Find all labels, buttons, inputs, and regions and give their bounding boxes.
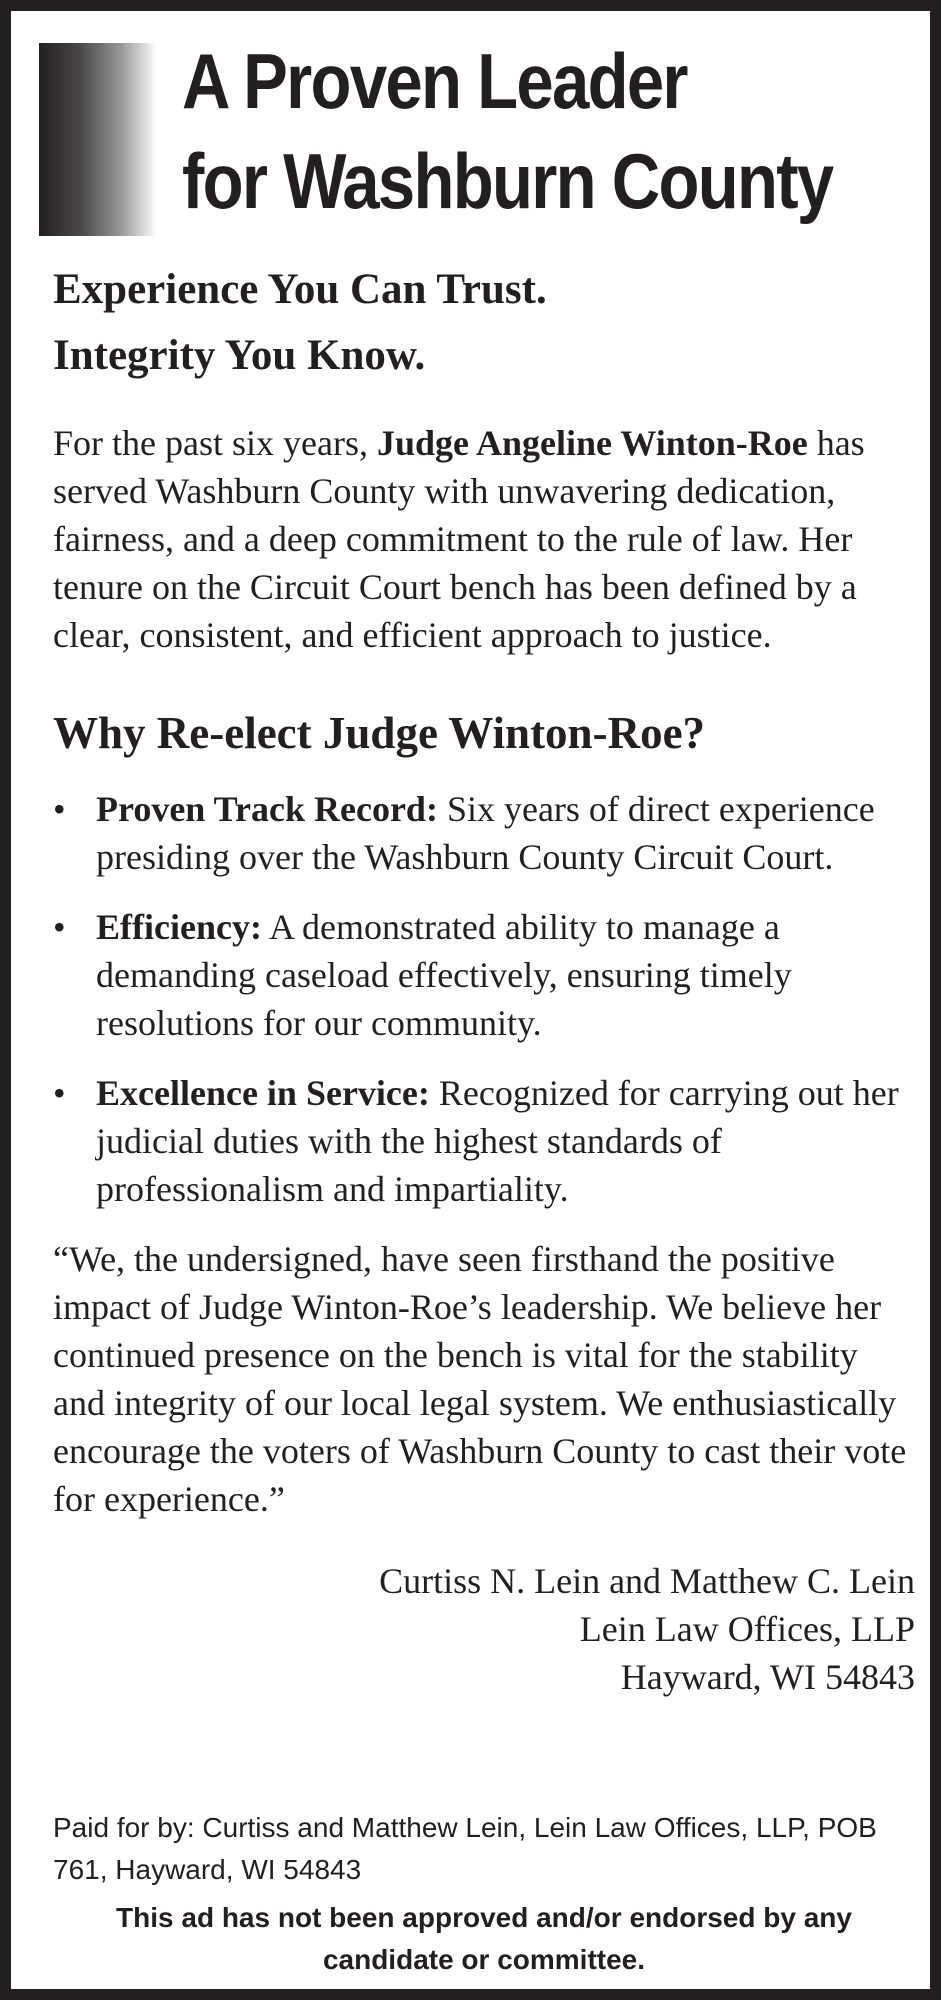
ad-header bbox=[29, 31, 909, 241]
reason-text: Six years of direct experience presiding over the Washburn County Circuit Court. bbox=[96, 789, 875, 877]
endorsement-quote: “We, the undersigned, have seen firsthand the positive impact of Judge Winton-Roe’s leadership. We believe her continued presence on the bench is vital for the stability and integrity of our local legal system. We enthusiastically encourage the voters of Washburn County to cast their vote for experience.” bbox=[53, 1239, 907, 1519]
list-item bbox=[53, 1069, 915, 1213]
candidate-name: Judge Angeline Winton-Roe bbox=[376, 423, 808, 463]
bullet-icon: • bbox=[53, 1073, 66, 1113]
headline bbox=[182, 31, 832, 231]
reason-label: Proven Track Record: bbox=[96, 789, 438, 829]
headline-line-1: A Proven Leader bbox=[182, 37, 687, 125]
signature-block bbox=[53, 1557, 915, 1701]
list-item bbox=[53, 785, 915, 881]
reason-text: Recognized for carrying out her judicial duties with the highest standards of professionalism and impartiality. bbox=[96, 1073, 899, 1209]
intro-after: has served Washburn County with unwavering dedication, fairness, and a deep commitment to the rule of law. Her tenure on the Circuit Court bench has been defined by a clear, consistent, and efficient approach to justice. bbox=[53, 423, 865, 655]
reason-label: Efficiency: bbox=[96, 907, 262, 947]
disclaimer: This ad has not been approved and/or endorsed by any candidate or committee. bbox=[116, 1902, 852, 1975]
gradient-bar bbox=[39, 43, 157, 236]
bullet-icon: • bbox=[53, 907, 66, 947]
paid-for-notice: Paid for by: Curtiss and Matthew Lein, Lein Law Offices, LLP, POB 761, Hayward, WI 54843 bbox=[53, 1812, 877, 1885]
bullet-icon: • bbox=[53, 789, 66, 829]
reason-text: A demonstrated ability to manage a demanding caseload effectively, ensuring timely resolutions for our community. bbox=[96, 907, 792, 1043]
tagline-line-2: Integrity You Know. bbox=[53, 332, 426, 379]
reasons-list bbox=[53, 785, 915, 1213]
list-item bbox=[53, 903, 915, 1047]
tagline-line-1: Experience You Can Trust. bbox=[53, 266, 547, 313]
intro-before: For the past six years, bbox=[53, 423, 377, 463]
reason-label: Excellence in Service: bbox=[96, 1073, 430, 1113]
signature-firm: Lein Law Offices, LLP bbox=[579, 1609, 915, 1649]
ad-body bbox=[53, 257, 915, 1701]
tagline bbox=[53, 257, 915, 389]
signature-names: Curtiss N. Lein and Matthew C. Lein bbox=[379, 1561, 915, 1601]
intro-paragraph bbox=[53, 419, 915, 659]
headline-line-2: for Washburn County bbox=[182, 137, 833, 225]
why-heading: Why Re-elect Judge Winton-Roe? bbox=[53, 708, 706, 758]
ad-footer bbox=[53, 1807, 915, 1981]
signature-location: Hayward, WI 54843 bbox=[620, 1657, 915, 1697]
